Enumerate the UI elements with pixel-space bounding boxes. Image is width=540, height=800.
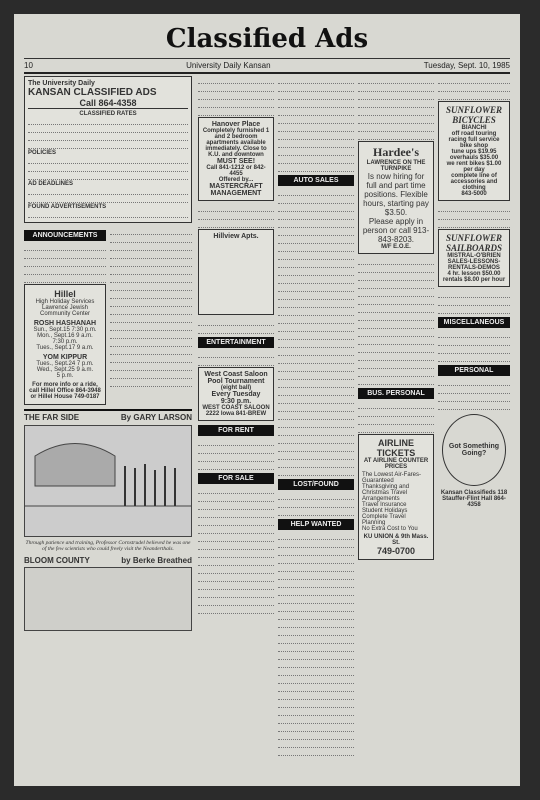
column-2 xyxy=(198,76,274,778)
policies-title: POLICIES xyxy=(28,150,57,156)
wc-line1: West Coast Saloon xyxy=(204,371,268,378)
personal-heading: PERSONAL xyxy=(438,365,510,376)
kansan-line2: KANSAN CLASSIFIED ADS xyxy=(28,87,157,98)
rosh-hashanah: ROSH HASHANAH xyxy=(33,320,97,327)
airline-features xyxy=(362,472,430,532)
wc-line5: 9:30 p.m. xyxy=(220,398,252,405)
hillel-info: For more info or a ride, call Hillel Office 864-3948 or Hillel House 749-0187 xyxy=(29,382,101,400)
airline-feature: The Lowest Air-Fares-Guaranteed xyxy=(362,472,422,484)
bloom-county-strip xyxy=(24,567,192,631)
wc-line6: WEST COAST SALOON xyxy=(202,405,270,411)
time-1d: Tues., Sept.17 9 a.m. xyxy=(36,345,94,351)
kansan-line1: The University Daily xyxy=(28,80,95,87)
airline-address: KU UNION & 9th Mass. St. xyxy=(363,534,429,546)
sunflower-bicycles-ad xyxy=(438,101,510,201)
kansan-footer: Kansan Classifieds 118 Stauffer-Flint Hall 864-4358 xyxy=(440,490,508,508)
sail-line1: MISTRAL-O'BRIEN xyxy=(447,253,501,259)
wc-line4: Every Tuesday xyxy=(211,391,261,398)
wc-line7: 2222 Iowa 841-BREW xyxy=(205,411,267,417)
paper-name: University Daily Kansan xyxy=(186,61,271,70)
time-2b: Wed., Sept.25 9 a.m. xyxy=(36,367,94,373)
hillview-title: Hillview Apts. xyxy=(213,233,259,240)
bloom-county-title: BLOOM COUNTY xyxy=(24,556,90,565)
lost-found-heading: LOST/FOUND xyxy=(278,479,354,490)
airline-title: AIRLINE TICKETS xyxy=(376,438,416,458)
airline-phone: 749-0700 xyxy=(376,546,416,556)
sail-line3: 4 hr. lesson $50.00 rentals $8.00 per hour xyxy=(442,271,506,283)
hardees-apply: Please apply in person or call 913-843-8203. xyxy=(362,217,430,244)
found-title: FOUND ADVERTISEMENTS xyxy=(28,204,107,210)
airline-feature: Travel Insurance xyxy=(362,502,407,508)
bike-line3: we rent bikes $1.00 per day xyxy=(446,161,502,173)
hillel-ad xyxy=(24,284,106,405)
hardees-ad xyxy=(358,141,434,254)
newspaper-page xyxy=(14,14,520,786)
kansan-classified-box xyxy=(24,76,192,223)
got-something-text: Got Something Going? xyxy=(448,443,500,457)
hardees-eoe: M/F E.O.E. xyxy=(381,244,411,250)
column-4 xyxy=(358,76,434,778)
airline-feature: Thanksgiving and Christmas Travel Arrangements xyxy=(362,484,410,502)
hanover-title: Hanover Place xyxy=(211,121,261,128)
hardees-logo: Hardee's xyxy=(373,145,419,159)
far-side-cartoon xyxy=(24,425,192,537)
west-coast-saloon-ad xyxy=(198,367,274,421)
sunflower-bicycles-title: SUNFLOWER BICYCLES xyxy=(445,105,502,125)
sunflower-sailboards-title: SUNFLOWER SAILBOARDS xyxy=(445,233,503,253)
bloom-county-author: by Berke Breathed xyxy=(121,556,192,565)
bloom-county-header xyxy=(24,556,192,565)
hillel-sub: High Holiday Services xyxy=(35,299,95,305)
bus-personal-heading: BUS. PERSONAL xyxy=(358,388,434,399)
hillview-ad xyxy=(198,229,274,315)
auto-sales-heading: AUTO SALES xyxy=(278,175,354,186)
hanover-text: Completely furnished 1 and 2 bedroom apartments available immediately. Close to K.U. and downtown xyxy=(202,128,270,158)
wc-line2: Pool Tournament xyxy=(207,378,265,385)
miscellaneous-heading: MISCELLANEOUS xyxy=(438,317,510,328)
section-title: Classified Ads xyxy=(165,24,369,54)
for-rent-heading: FOR RENT xyxy=(198,425,274,436)
section-header xyxy=(24,22,510,74)
airline-feature: Student Holidays xyxy=(362,508,408,514)
for-sale-heading: FOR SALE xyxy=(198,473,274,484)
hardees-hiring: Is now hiring for full and part time positions. Flexible hours, starting pay $3.50. xyxy=(363,172,429,217)
time-1c: 7:30 p.m. xyxy=(52,339,78,345)
airline-feature: Complete Travel Planning xyxy=(362,514,406,526)
far-side-caption: Through patience and training, Professor Cornstrudel believed he was one of the few scientists who could freely visit the Neanderthals. xyxy=(25,540,191,552)
airline-tickets-ad xyxy=(358,434,434,560)
kansan-phone: Call 864-4358 xyxy=(79,98,137,108)
announcements-heading: ANNOUNCEMENTS xyxy=(24,230,106,241)
hanover-offered: Offered by... xyxy=(218,177,254,183)
issue-date: Tuesday, Sept. 10, 1985 xyxy=(423,61,510,70)
hanover-management: MASTERCRAFT MANAGEMENT xyxy=(209,183,263,197)
rates-title: CLASSIFIED RATES xyxy=(28,108,188,117)
time-2c: 5 p.m. xyxy=(56,373,74,379)
time-1b: Mon., Sept.16 9 a.m. xyxy=(37,333,93,339)
wc-line3: (eight ball) xyxy=(220,385,252,391)
hillel-location: Lawrence Jewish Community Center xyxy=(39,305,90,317)
column-1 xyxy=(24,76,192,778)
bike-phone: 843-5000 xyxy=(461,191,487,197)
column-3 xyxy=(278,76,354,778)
airline-feature: No Extra Cost to You xyxy=(362,526,418,532)
far-side-title: THE FAR SIDE xyxy=(24,413,80,422)
hanover-phone: Call 841-1212 or 842-4455 xyxy=(206,165,266,177)
bike-line1: off road touring racing full service bike shop xyxy=(448,131,500,149)
column-5 xyxy=(438,76,510,778)
got-something-going-ad xyxy=(442,414,506,486)
time-1a: Sun., Sept.15 7:30 p.m. xyxy=(33,327,97,333)
bike-brand: BIANCHI xyxy=(461,125,487,131)
help-wanted-heading: HELP WANTED xyxy=(278,519,354,530)
bike-line4: complete line of accessories and clothing xyxy=(450,173,498,191)
time-2a: Tues., Sept.24 7 p.m. xyxy=(36,361,94,367)
header-meta xyxy=(24,58,510,70)
cartoon-drawing xyxy=(25,426,191,534)
hanover-place-ad xyxy=(198,117,274,201)
airline-sub: AT AIRLINE COUNTER PRICES xyxy=(363,458,429,470)
entertainment-heading: ENTERTAINMENT xyxy=(198,337,274,348)
bike-line2: tune ups $19.95 overhauls $35.00 xyxy=(449,149,499,161)
page-number: 10 xyxy=(24,61,33,70)
hardees-location: LAWRENCE ON THE TURNPIKE xyxy=(366,160,426,172)
sunflower-sailboards-ad xyxy=(438,229,510,287)
far-side-author: By GARY LARSON xyxy=(120,413,192,422)
yom-kippur: YOM KIPPUR xyxy=(42,354,88,361)
far-side-header xyxy=(24,409,192,422)
hillel-name: Hillel xyxy=(54,289,76,299)
hanover-must-see: MUST SEE! xyxy=(216,158,256,165)
deadlines-title: AD DEADLINES xyxy=(28,181,74,187)
sail-line2: SALES-LESSONS-RENTALS-DEMOS xyxy=(447,259,501,271)
